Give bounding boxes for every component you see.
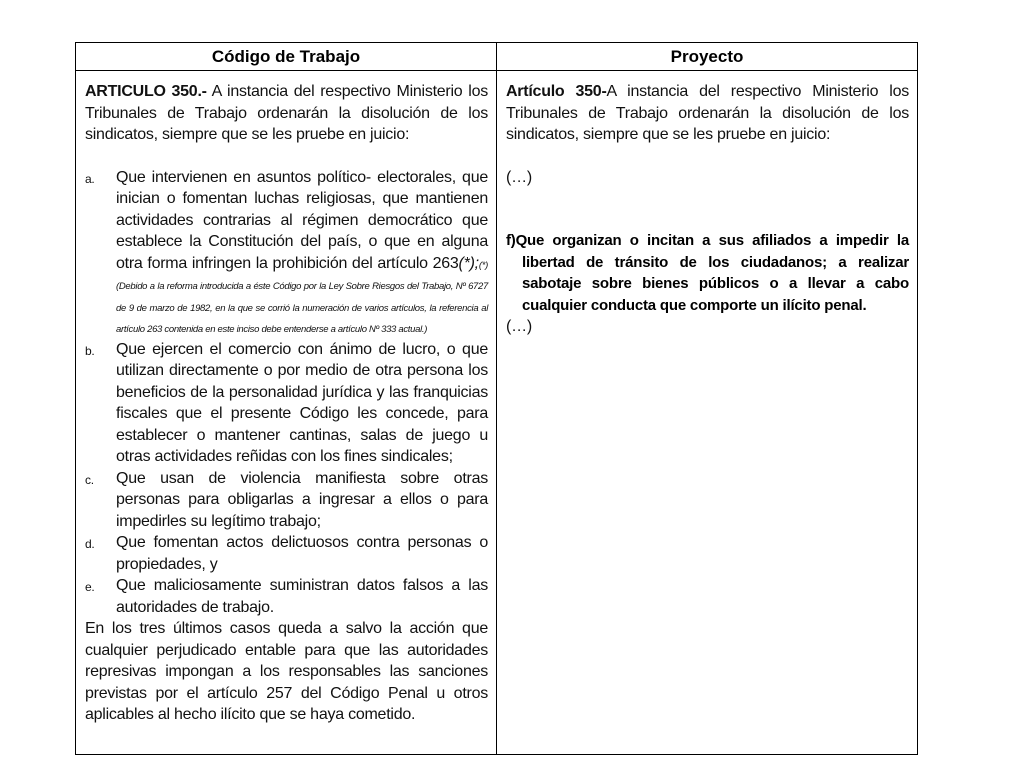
left-items-list (85, 167, 488, 619)
list-item-text: Que ejercen el comercio con ánimo de lucro, o que utilizan directamente o por medio de otra persona los beneficios de la personalidad jurídica y las franquicias fiscales que el presente Código les concede, para establecer o mantener cantinas, salas de juego u otras actividades reñidas con los fines sindicales; (116, 340, 488, 465)
right-article-label: Artículo 350- (506, 83, 607, 100)
header-proyecto: Proyecto (497, 43, 917, 71)
ellipsis-omitted-text: (…) (506, 168, 532, 186)
spacer (506, 146, 909, 167)
proposed-item-f: f)Que organizan o incitan a sus afiliados a impedir la libertad de tránsito de los ciudadanos; a realizar sabotaje sobre bienes públicos o a llevar a cabo cualquier conducta que comporte un ilícito penal. (506, 232, 909, 314)
item-a-text: Que intervienen en asuntos político- electorales, que inician o fomentan luchas religiosas, que mantienen actividades contrarias al régimen democrático que establece la Constitución del país, o que en alguna otra forma infringen la prohibición del artículo 263 (116, 168, 488, 272)
list-item-text: Que fomentan actos delictuosos contra personas o propiedades, y (116, 534, 488, 573)
list-item-letter: c. (85, 472, 94, 487)
ellipsis-omitted-text: (…) (506, 318, 532, 335)
list-item-text (116, 167, 488, 339)
list-item-d (85, 532, 488, 575)
list-item-text: Que usan de violencia manifiesta sobre otras personas para obligarlas a ingresar a ellos o para impedirles su legítimo trabajo; (116, 469, 488, 530)
list-item-text: Que maliciosamente suministran datos falsos a las autoridades de trabajo. (116, 577, 488, 616)
footnote-text: (*)(Debido a la reforma introducida a éste Código por la Ley Sobre Riesgos del Trabajo, Nº 6727 de 9 de marzo de 1982, en la que se corrió la numeración de varios artículos, la referencia al artículo 263 contenida en este inciso debe entenderse a artículo Nº 333 actual.) (116, 259, 488, 335)
list-item-letter: a. (85, 171, 95, 186)
spacer (506, 209, 909, 230)
left-article-label: ARTICULO 350.- (85, 83, 207, 100)
left-intro-text: A instancia del respectivo Ministerio los Tribunales de Trabajo ordenarán la disolución de los sindicatos, siempre que se les pruebe en juicio: (85, 83, 488, 143)
list-item-e (85, 575, 488, 618)
comparison-table (75, 42, 918, 755)
footnote-marker: (*); (458, 254, 479, 272)
header-codigo-de-trabajo: Código de Trabajo (76, 43, 497, 71)
codigo-column (76, 71, 497, 754)
left-intro-paragraph (85, 81, 488, 146)
list-item-b (85, 339, 488, 468)
list-item-a (85, 167, 488, 339)
list-item-c (85, 468, 488, 533)
list-item-letter: b. (85, 343, 95, 358)
left-closing-paragraph: En los tres últimos casos queda a salvo la acción que cualquier perjudicado entable para que las autoridades represivas impongan a los responsables las sanciones previstas por el artículo 257 del Código Penal u otros aplicables al hecho ilícito que se haya cometido. (85, 620, 488, 723)
proyecto-column (497, 71, 917, 754)
right-intro-paragraph (506, 81, 909, 146)
list-item-letter: e. (85, 580, 95, 594)
list-item-letter: d. (85, 537, 95, 551)
spacer (85, 146, 488, 167)
right-intro-text: A instancia del respectivo Ministerio los Tribunales de Trabajo ordenarán la disolución de los sindicatos, siempre que se les pruebe en juicio: (506, 83, 909, 143)
spacer (506, 188, 909, 209)
